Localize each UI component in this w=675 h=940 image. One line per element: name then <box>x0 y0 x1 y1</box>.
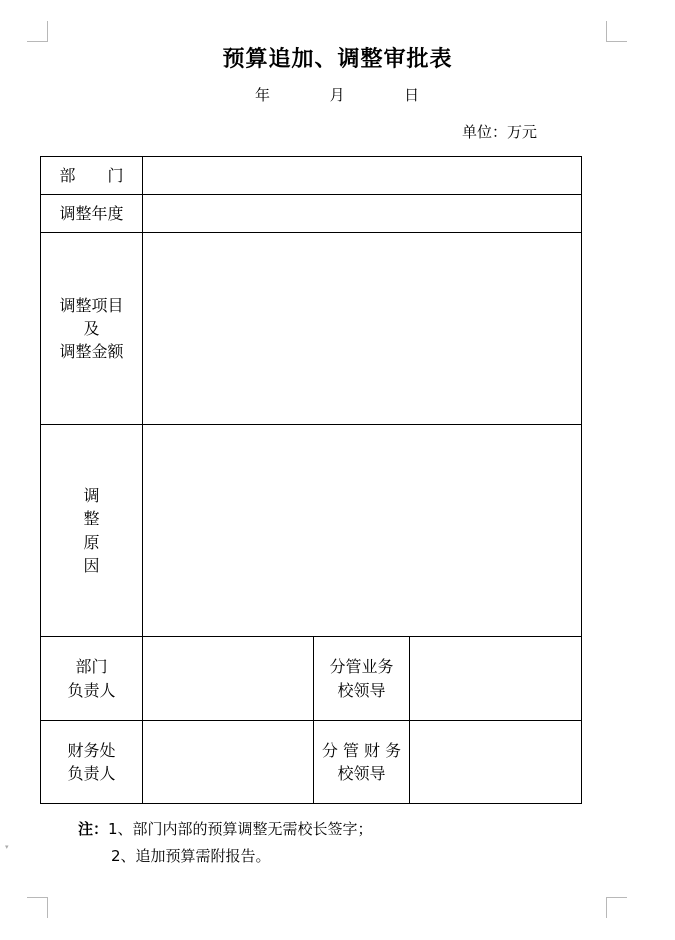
page-corner-mark <box>27 897 48 918</box>
department-field[interactable] <box>143 157 582 195</box>
vp-finance-label-line: 校领导 <box>337 764 386 783</box>
page-corner-mark <box>27 21 48 42</box>
page-corner-mark <box>606 21 627 42</box>
finance-head-label-line: 财务处 <box>67 740 116 760</box>
adjust-year-label: 调整年度 <box>41 195 143 233</box>
date-day-label: 日 <box>404 86 420 104</box>
vp-business-signature-field[interactable] <box>410 637 582 721</box>
finance-head-label-line: 负责人 <box>67 764 116 783</box>
adjust-items-field[interactable] <box>143 233 582 425</box>
adjust-reason-label-char: 整 <box>83 509 100 529</box>
note-text-1: 1、部门内部的预算调整无需校长签字； <box>108 820 373 838</box>
vp-business-label-cell <box>314 637 410 721</box>
date-month-label: 月 <box>329 86 345 104</box>
finance-head-signature-field[interactable] <box>143 721 314 804</box>
adjust-reason-label-char: 调 <box>83 486 100 506</box>
approval-form-table <box>40 156 582 804</box>
adjust-reason-label-char: 原 <box>83 532 100 552</box>
vp-finance-label-line: 分 管 财 务 <box>321 740 402 760</box>
adjust-items-label-line: 调整项目 <box>59 295 124 315</box>
unit-label: 单位：万元 <box>462 123 538 141</box>
adjust-reason-label-char: 因 <box>83 555 100 575</box>
adjust-items-label-line: 调整金额 <box>59 342 124 362</box>
dept-head-label-line: 部门 <box>75 657 108 677</box>
vp-finance-signature-field[interactable] <box>410 721 582 804</box>
margin-marker-icon: ▾ <box>5 843 9 851</box>
vp-business-label-line: 分管业务 <box>329 657 394 677</box>
date-year-label: 年 <box>255 86 271 104</box>
dept-head-label-cell <box>41 637 143 721</box>
dept-head-label-line: 负责人 <box>67 680 116 700</box>
adjust-reason-label-cell <box>41 425 143 637</box>
vp-finance-label-cell <box>314 721 410 804</box>
adjust-items-label-line: 及 <box>83 318 100 338</box>
vp-business-label-line: 校领导 <box>337 680 386 700</box>
adjust-items-label-cell <box>41 233 143 425</box>
date-line <box>255 84 419 105</box>
note-text-2: 2、追加预算需附报告。 <box>111 847 271 865</box>
page-corner-mark <box>606 897 627 918</box>
department-label: 部 门 <box>41 157 143 195</box>
dept-head-signature-field[interactable] <box>143 637 314 721</box>
note-line-1 <box>78 818 373 839</box>
finance-head-label-cell <box>41 721 143 804</box>
adjust-year-field[interactable] <box>143 195 582 233</box>
note-line-2 <box>111 845 271 866</box>
note-prefix: 注： <box>78 820 109 838</box>
page-title: 预算追加、调整审批表 <box>222 46 453 72</box>
adjust-reason-field[interactable] <box>143 425 582 637</box>
